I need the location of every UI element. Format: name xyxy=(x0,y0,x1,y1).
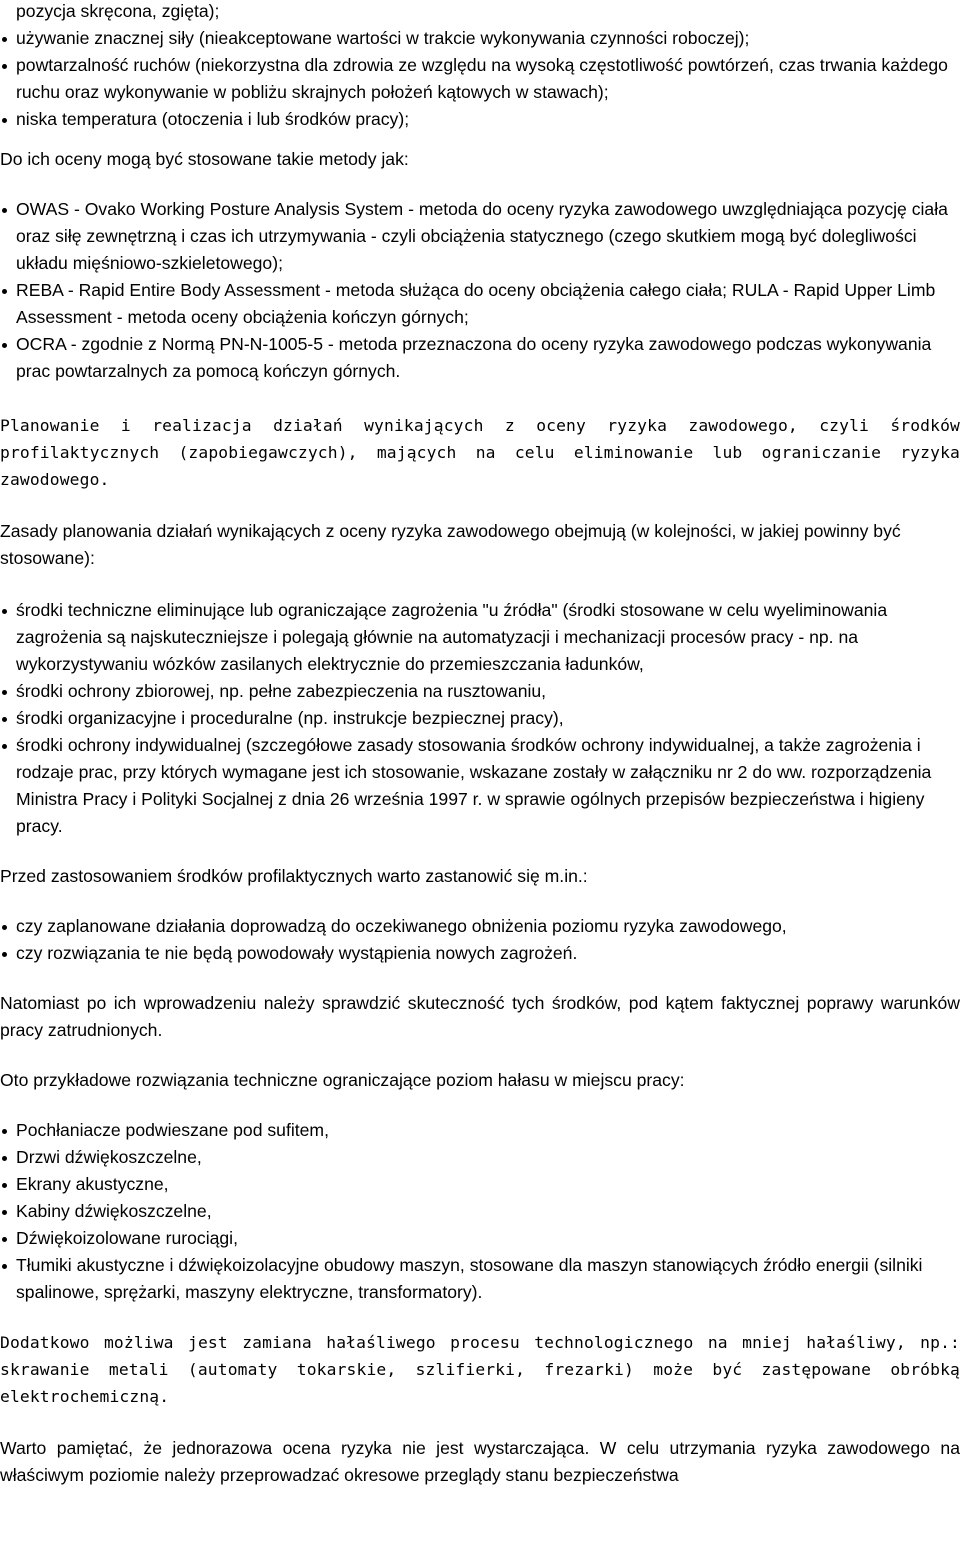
periodic-review-paragraph: Warto pamiętać, że jednorazowa ocena ryzyka nie jest wystarczająca. W celu utrzymania ryzyka zawodowego na właściwym poziomie należy przeprowadzać okresowe przeglądy stanu bezpieczeństwa xyxy=(0,1438,960,1485)
process-replacement-paragraph: Dodatkowo możliwa jest zamiana hałaśliwego procesu technologicznego na mniej hałaśliwy, np.: skrawanie metali (automaty tokarskie, szlifierki, frezarki) może być zastępowane obróbką elektrochemiczną. xyxy=(0,1333,960,1406)
list-item: Tłumiki akustyczne i dźwiękoizolacyjne obudowy maszyn, stosowane dla maszyn stanowiących źródło energii (silniki spalinowe, sprężarki, maszyny elektryczne, transformatory). xyxy=(0,1252,960,1306)
noise-examples-intro-paragraph: Oto przykładowe rozwiązania techniczne ograniczające poziom hałasu w miejscu pracy: xyxy=(0,1070,685,1090)
noise-solutions-list xyxy=(0,1117,960,1306)
before-measures-paragraph: Przed zastosowaniem środków profilaktycznych warto zastanowić się m.in.: xyxy=(0,866,588,886)
list-item: Drzwi dźwiękoszczelne, xyxy=(0,1144,960,1171)
list-item: REBA - Rapid Entire Body Assessment - metoda służąca do oceny obciążenia całego ciała; RULA - Rapid Upper Limb Assessment - metoda oceny obciążenia kończyn górnych; xyxy=(0,277,960,331)
list-item: Pochłaniacze podwieszane pod sufitem, xyxy=(0,1117,960,1144)
list-continuation-text: pozycja skręcona, zgięta); xyxy=(16,1,220,21)
list-item: OWAS - Ovako Working Posture Analysis System - metoda do oceny ryzyka zawodowego uwzględniająca pozycję ciała oraz siłę zewnętrzną i czas ich utrzymywania - czyli obciążenia statycznego (czego skutkiem mogą być dolegliwości układu mięśniowo-szkieletowego); xyxy=(0,196,960,277)
list-item: niska temperatura (otoczenia i lub środków pracy); xyxy=(0,106,960,133)
list-item: OCRA - zgodnie z Normą PN-N-1005-5 - metoda przeznaczona do oceny ryzyka zawodowego podczas wykonywania prac powtarzalnych za pomocą kończyn górnych. xyxy=(0,331,960,385)
risk-factors-list xyxy=(0,25,960,133)
principles-paragraph: Zasady planowania działań wynikających z oceny ryzyka zawodowego obejmują (w kolejności, w jakiej powinny być stosowane): xyxy=(0,521,901,568)
assessment-methods-list xyxy=(0,196,960,385)
planning-paragraph: Planowanie i realizacja działań wynikających z oceny ryzyka zawodowego, czyli środków profilaktycznych (zapobiegawczych), mających na celu eliminowanie lub ograniczanie ryzyka zawodowego. xyxy=(0,416,960,489)
principles-list xyxy=(0,597,960,840)
list-item: czy rozwiązania te nie będą powodowały wystąpienia nowych zagrożeń. xyxy=(0,940,960,967)
list-item: czy zaplanowane działania doprowadzą do oczekiwanego obniżenia poziomu ryzyka zawodowego, xyxy=(0,913,960,940)
before-measures-list xyxy=(0,913,960,967)
list-item: Kabiny dźwiękoszczelne, xyxy=(0,1198,960,1225)
methods-intro-paragraph: Do ich oceny mogą być stosowane takie metody jak: xyxy=(0,149,409,169)
after-measures-paragraph: Natomiast po ich wprowadzeniu należy sprawdzić skuteczność tych środków, pod kątem faktycznej poprawy warunków pracy zatrudnionych. xyxy=(0,993,960,1040)
list-item: środki techniczne eliminujące lub ograniczające zagrożenia "u źródła" (środki stosowane w celu wyeliminowania zagrożenia są najskuteczniejsze i polegają głównie na automatyzacji i mechanizacji procesów pracy - np. na wykorzystywaniu wózków zasilanych elektrycznie do przemieszczania ładunków, xyxy=(0,597,960,678)
list-item: powtarzalność ruchów (niekorzystna dla zdrowia ze względu na wysoką częstotliwość powtórzeń, czas trwania każdego ruchu oraz wykonywanie w pobliżu skrajnych położeń kątowych w stawach); xyxy=(0,52,960,106)
list-item: używanie znacznej siły (nieakceptowane wartości w trakcie wykonywania czynności roboczej); xyxy=(0,25,960,52)
list-item: środki ochrony indywidualnej (szczegółowe zasady stosowania środków ochrony indywidualnej, a także zagrożenia i rodzaje prac, przy których wymagane jest ich stosowanie, wskazane zostały w załączniku nr 2 do ww. rozporządzenia Ministra Pracy i Polityki Socjalnej z dnia 26 września 1997 r. w sprawie ogólnych przepisów bezpieczeństwa i higieny pracy. xyxy=(0,732,960,840)
list-item: Dźwiękoizolowane rurociągi, xyxy=(0,1225,960,1252)
list-item: środki organizacyjne i proceduralne (np. instrukcje bezpiecznej pracy), xyxy=(0,705,960,732)
list-item: środki ochrony zbiorowej, np. pełne zabezpieczenia na rusztowaniu, xyxy=(0,678,960,705)
list-item: Ekrany akustyczne, xyxy=(0,1171,960,1198)
